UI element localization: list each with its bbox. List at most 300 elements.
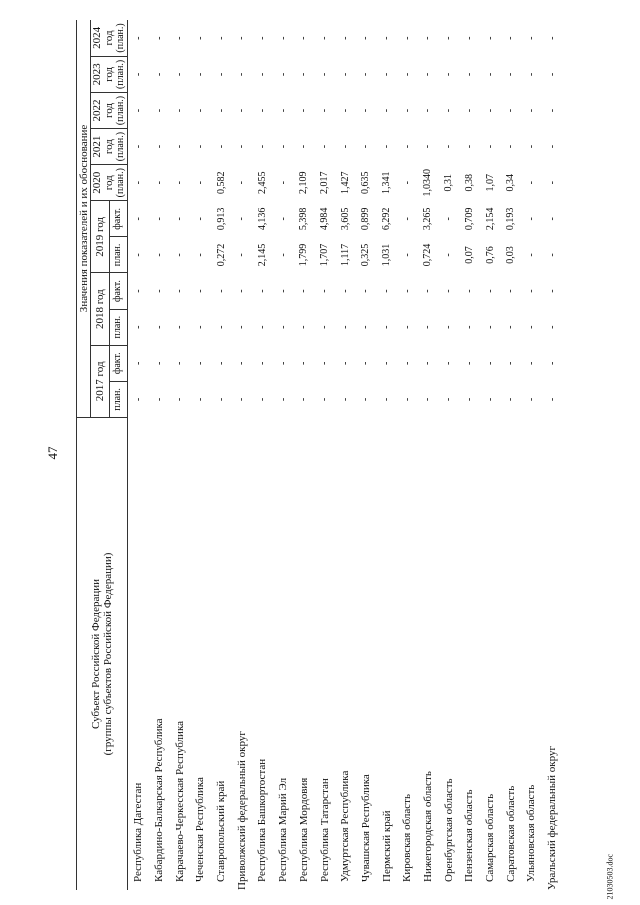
value-cell: - (443, 217, 455, 221)
value-cell: - (319, 144, 331, 149)
value-cell: - (525, 325, 537, 329)
subject-name: Чувашская Республика (359, 774, 372, 882)
value-cell: - (174, 397, 186, 402)
value-cell: - (174, 253, 186, 257)
value-cell: - (463, 289, 475, 293)
header-2019-fact: факт. (109, 201, 128, 237)
table-row (397, 20, 418, 890)
table-row (500, 20, 521, 890)
value-cell: - (277, 181, 289, 185)
value-cell: - (381, 397, 393, 402)
value-cell: - (236, 325, 248, 329)
value-cell: - (132, 397, 144, 402)
value-cell: - (360, 361, 372, 365)
value-cell: - (174, 36, 186, 40)
header-year-2024-label: 2024 год (91, 26, 115, 49)
table-row (521, 20, 542, 890)
value-cell: - (153, 217, 165, 221)
subject-name: Республика Марий Эл (277, 777, 290, 882)
subject-title: Субъект Российской Федерации (90, 578, 102, 729)
value-cell: - (132, 144, 144, 149)
value-cell: - (132, 217, 144, 221)
value-cell: - (422, 325, 434, 329)
table-row (273, 20, 294, 890)
value-cell: - (339, 108, 351, 113)
table-row (376, 20, 397, 890)
value-cell: - (153, 289, 165, 293)
value-cell: - (381, 72, 393, 77)
value-cell: - (236, 217, 248, 221)
table-row (211, 20, 232, 890)
value-cell: - (525, 253, 537, 257)
value-cell: - (132, 361, 144, 365)
header-2018-fact: факт. (109, 273, 128, 309)
indicators-table (76, 20, 562, 890)
value-cell: - (360, 108, 372, 113)
value-cell: - (525, 361, 537, 365)
header-year-2020-label: 2020 год (91, 171, 115, 194)
value-cell: - (546, 289, 558, 293)
value-cell: - (319, 36, 331, 40)
value-cell: - (546, 36, 558, 40)
value-cell: - (505, 108, 517, 113)
value-cell: - (174, 72, 186, 77)
value-cell: - (484, 144, 496, 149)
value-cell: 1,0340 (422, 168, 434, 197)
value-cell: - (236, 108, 248, 113)
value-cell: - (525, 36, 537, 40)
value-cell: - (401, 108, 413, 113)
value-cell: - (256, 289, 268, 293)
value-cell: 0,899 (360, 207, 372, 231)
value-cell: - (525, 108, 537, 113)
value-cell: - (298, 36, 310, 40)
district-row (542, 20, 563, 890)
value-cell: - (174, 108, 186, 113)
header-2019-plan: план. (109, 237, 128, 273)
subject-name: Приволжский федеральный округ (235, 731, 248, 890)
value-cell: - (194, 397, 206, 402)
value-cell: - (339, 36, 351, 40)
value-cell: - (215, 144, 227, 149)
value-cell: 0,272 (215, 243, 227, 267)
value-cell: - (443, 253, 455, 257)
value-cell: - (194, 108, 206, 113)
subject-name: Карачаево-Черкесская Республика (173, 721, 186, 882)
value-cell: 0,582 (215, 171, 227, 194)
value-cell: 1,707 (319, 243, 331, 267)
value-cell: - (277, 108, 289, 113)
value-cell: - (132, 325, 144, 329)
value-cell: - (546, 144, 558, 149)
value-cell: - (277, 253, 289, 257)
value-cell: - (153, 144, 165, 149)
value-cell: - (194, 144, 206, 149)
value-cell: - (236, 253, 248, 257)
value-cell: - (422, 36, 434, 40)
value-cell: - (319, 397, 331, 402)
value-cell: - (443, 397, 455, 402)
value-cell: - (236, 36, 248, 40)
value-cell: 2,145 (256, 243, 268, 267)
value-cell: 4,984 (319, 207, 331, 231)
value-cell: 4,136 (256, 207, 268, 231)
value-cell: - (277, 325, 289, 329)
subject-name: Пензенская область (463, 789, 476, 882)
document-filename: 21030503.doc (605, 853, 615, 900)
value-cell: - (236, 181, 248, 185)
value-cell: - (215, 72, 227, 77)
value-cell: - (401, 72, 413, 77)
value-cell: - (319, 289, 331, 293)
value-cell: - (174, 217, 186, 221)
table-row (169, 20, 190, 890)
value-cell: - (298, 108, 310, 113)
value-cell: - (319, 361, 331, 365)
value-cell: - (401, 36, 413, 40)
header-2017-fact: факт. (109, 345, 128, 381)
value-cell: - (215, 108, 227, 113)
value-cell: - (132, 72, 144, 77)
value-cell: - (339, 361, 351, 365)
value-cell: 0,07 (463, 246, 475, 264)
value-cell: - (132, 253, 144, 257)
value-cell: 0,635 (360, 171, 372, 194)
district-row (231, 20, 252, 890)
value-cell: - (194, 72, 206, 77)
value-cell: - (298, 144, 310, 149)
value-cell: - (463, 325, 475, 329)
header-year-2018: 2018 год (91, 273, 110, 345)
value-cell: - (463, 108, 475, 113)
value-cell: - (339, 325, 351, 329)
subject-name: Оренбургская область (442, 778, 455, 882)
header-year-2023 (91, 56, 128, 92)
table-row (459, 20, 480, 890)
value-cell: 1,117 (339, 243, 351, 267)
value-cell: - (132, 289, 144, 293)
value-cell: - (256, 36, 268, 40)
value-cell: - (360, 397, 372, 402)
value-cell: - (256, 108, 268, 113)
value-cell: - (153, 397, 165, 402)
header-year-2022-plan: (план.) (115, 95, 126, 126)
value-cell: - (215, 289, 227, 293)
table-row (480, 20, 501, 890)
value-cell: - (422, 72, 434, 77)
value-cell: - (546, 325, 558, 329)
value-cell: - (525, 181, 537, 185)
table-row (335, 20, 356, 890)
value-cell: - (256, 144, 268, 149)
value-cell: - (153, 325, 165, 329)
value-cell: - (505, 397, 517, 402)
value-cell: 2,455 (256, 171, 268, 194)
value-cell: - (153, 361, 165, 365)
subject-name: Республика Дагестан (132, 782, 145, 882)
value-cell: - (277, 36, 289, 40)
value-cell: - (401, 217, 413, 221)
subject-name: Кабардино-Балкарская Республика (153, 718, 166, 882)
value-cell: - (505, 72, 517, 77)
value-cell: - (463, 144, 475, 149)
value-cell: - (463, 36, 475, 40)
value-cell: 0,709 (463, 207, 475, 231)
value-cell: - (505, 289, 517, 293)
value-cell: - (463, 72, 475, 77)
value-cell: - (546, 181, 558, 185)
value-cell: - (339, 72, 351, 77)
value-cell: 2,109 (298, 171, 310, 194)
value-cell: 2,154 (484, 207, 496, 231)
value-cell: - (525, 289, 537, 293)
value-cell: - (256, 325, 268, 329)
value-cell: - (174, 144, 186, 149)
value-cell: - (236, 144, 248, 149)
value-cell: 3,605 (339, 207, 351, 231)
value-cell: - (484, 72, 496, 77)
header-2018-plan: план. (109, 309, 128, 345)
value-cell: 0,325 (360, 243, 372, 267)
header-year-2024-plan: (план.) (115, 23, 126, 53)
value-cell: - (546, 217, 558, 221)
value-cell: - (546, 253, 558, 257)
value-cell: - (174, 325, 186, 329)
table-row (314, 20, 335, 890)
value-cell: - (401, 289, 413, 293)
value-cell: - (174, 181, 186, 185)
table-body (128, 20, 563, 890)
value-cell: - (277, 289, 289, 293)
value-cell: - (505, 144, 517, 149)
value-cell: - (215, 397, 227, 402)
value-cell: - (546, 72, 558, 77)
subject-column-header (77, 417, 128, 890)
value-cell: - (463, 397, 475, 402)
subject-name: Республика Мордовия (297, 777, 310, 882)
subject-name: Кировская область (401, 793, 414, 882)
header-year-2020-plan: (план.) (115, 168, 126, 198)
value-cell: - (484, 325, 496, 329)
header-2017-plan: план. (109, 381, 128, 417)
value-cell: - (132, 108, 144, 113)
value-cell: - (401, 253, 413, 257)
subject-name: Удмуртская Республика (339, 770, 352, 882)
rotated-table-page (76, 20, 559, 890)
value-cell: 1,427 (339, 171, 351, 194)
value-cell: - (505, 325, 517, 329)
header-year-2022 (91, 92, 128, 128)
value-cell: - (360, 144, 372, 149)
value-cell: - (256, 361, 268, 365)
value-cell: - (401, 361, 413, 365)
value-cell: - (256, 72, 268, 77)
value-cell: 0,38 (463, 173, 475, 192)
table-row (190, 20, 211, 890)
value-cell: - (401, 397, 413, 402)
subject-name: Республика Татарстан (318, 778, 331, 882)
value-cell: - (422, 144, 434, 149)
value-cell: - (215, 325, 227, 329)
value-cell: - (236, 289, 248, 293)
value-cell: - (360, 36, 372, 40)
value-cell: - (319, 325, 331, 329)
value-cell: - (215, 361, 227, 365)
table-row (149, 20, 170, 890)
value-cell: 1,031 (381, 243, 393, 267)
value-cell: - (174, 361, 186, 365)
header-year-2021 (91, 129, 128, 165)
value-cell: 1,341 (381, 171, 393, 194)
value-cell: - (443, 361, 455, 365)
value-cell: - (422, 108, 434, 113)
value-cell: - (381, 36, 393, 40)
value-cell: - (443, 36, 455, 40)
value-cell: - (443, 325, 455, 329)
header-year-2023-label: 2023 год (91, 63, 115, 86)
value-cell: - (525, 144, 537, 149)
table-row (252, 20, 273, 890)
value-cell: - (298, 361, 310, 365)
header-year-2024 (91, 20, 128, 56)
value-cell: - (256, 397, 268, 402)
value-cell: - (194, 361, 206, 365)
table-row (418, 20, 439, 890)
table-row (294, 20, 315, 890)
value-cell: - (174, 289, 186, 293)
header-year-2021-label: 2021 год (91, 135, 115, 158)
table-row (438, 20, 459, 890)
subject-name: Ульяновская область (525, 784, 538, 882)
subject-subtitle: (группы субъектов Российской Федерации) (102, 552, 114, 756)
value-cell: - (277, 217, 289, 221)
value-cell: 5,398 (298, 207, 310, 231)
header-year-2020 (91, 165, 128, 201)
value-cell: - (484, 36, 496, 40)
value-cell: 0,193 (505, 207, 517, 231)
value-cell: 0,03 (505, 246, 517, 264)
value-cell: - (319, 72, 331, 77)
value-cell: - (505, 361, 517, 365)
value-cell: 0,34 (505, 173, 517, 192)
value-cell: 0,913 (215, 207, 227, 231)
value-cell: - (339, 289, 351, 293)
value-cell: - (546, 361, 558, 365)
value-cell: - (132, 36, 144, 40)
value-cell: - (339, 397, 351, 402)
value-cell: 1,07 (484, 173, 496, 192)
value-cell: - (381, 325, 393, 329)
value-cell: - (132, 181, 144, 185)
value-cell: - (525, 72, 537, 77)
value-cell: - (381, 361, 393, 365)
value-cell: - (484, 289, 496, 293)
value-cell: - (194, 253, 206, 257)
subject-name: Саратовская область (504, 785, 517, 882)
subject-name: Чеченская Республика (194, 777, 207, 882)
value-cell: 1,799 (298, 243, 310, 267)
value-cell: - (277, 397, 289, 402)
value-cell: - (215, 36, 227, 40)
value-cell: - (401, 144, 413, 149)
value-cell: - (422, 361, 434, 365)
value-cell: - (277, 72, 289, 77)
value-cell: - (277, 361, 289, 365)
header-year-2017: 2017 год (91, 345, 110, 417)
value-cell: - (153, 36, 165, 40)
value-cell: - (194, 181, 206, 185)
value-cell: 2,017 (319, 171, 331, 194)
value-cell: - (194, 217, 206, 221)
table-header (77, 20, 128, 890)
value-cell: - (236, 361, 248, 365)
value-cell: - (298, 397, 310, 402)
value-cell: - (381, 289, 393, 293)
value-cell: - (360, 325, 372, 329)
value-cell: - (443, 72, 455, 77)
value-cell: - (194, 289, 206, 293)
value-cell: - (153, 108, 165, 113)
subject-name: Уральский федеральный округ (546, 745, 559, 890)
value-cell: 0,76 (484, 246, 496, 264)
value-cell: - (443, 108, 455, 113)
value-cell: - (443, 144, 455, 149)
value-cell: - (546, 397, 558, 402)
table-row (356, 20, 377, 890)
subject-name: Республика Башкортостан (256, 758, 269, 882)
value-cell: 0,724 (422, 243, 434, 267)
value-cell: - (505, 36, 517, 40)
value-cell: - (277, 144, 289, 149)
table-row (128, 20, 149, 890)
value-cell: - (546, 108, 558, 113)
subject-name: Ставропольский край (215, 780, 228, 882)
value-cell: - (463, 361, 475, 365)
value-cell: - (319, 108, 331, 113)
value-cell: 0,31 (443, 173, 455, 192)
value-cell: - (360, 72, 372, 77)
value-cell: - (422, 397, 434, 402)
value-cell: - (484, 361, 496, 365)
page-number: 47 (45, 446, 60, 460)
value-cell: - (525, 397, 537, 402)
header-year-2021-plan: (план.) (115, 131, 126, 162)
value-cell: - (525, 217, 537, 221)
value-cell: - (153, 181, 165, 185)
value-cell: - (236, 72, 248, 77)
value-cell: - (298, 325, 310, 329)
header-year-2023-plan: (план.) (115, 59, 126, 90)
value-cell: - (401, 181, 413, 185)
value-cell: - (401, 325, 413, 329)
value-cell: 3,265 (422, 207, 434, 231)
subject-name: Самарская область (484, 793, 497, 882)
value-cell: - (484, 397, 496, 402)
value-cell: - (360, 289, 372, 293)
value-cell: - (298, 72, 310, 77)
header-year-2019: 2019 год (91, 201, 110, 273)
value-cell: - (236, 397, 248, 402)
value-cell: - (381, 108, 393, 113)
value-cell: - (153, 72, 165, 77)
subject-name: Нижегородская область (421, 771, 434, 882)
value-cell: - (484, 108, 496, 113)
value-cell: 6,292 (381, 207, 393, 231)
subject-name: Пермский край (380, 810, 393, 882)
value-cell: - (194, 36, 206, 40)
value-cell: - (381, 144, 393, 149)
value-cell: - (194, 325, 206, 329)
